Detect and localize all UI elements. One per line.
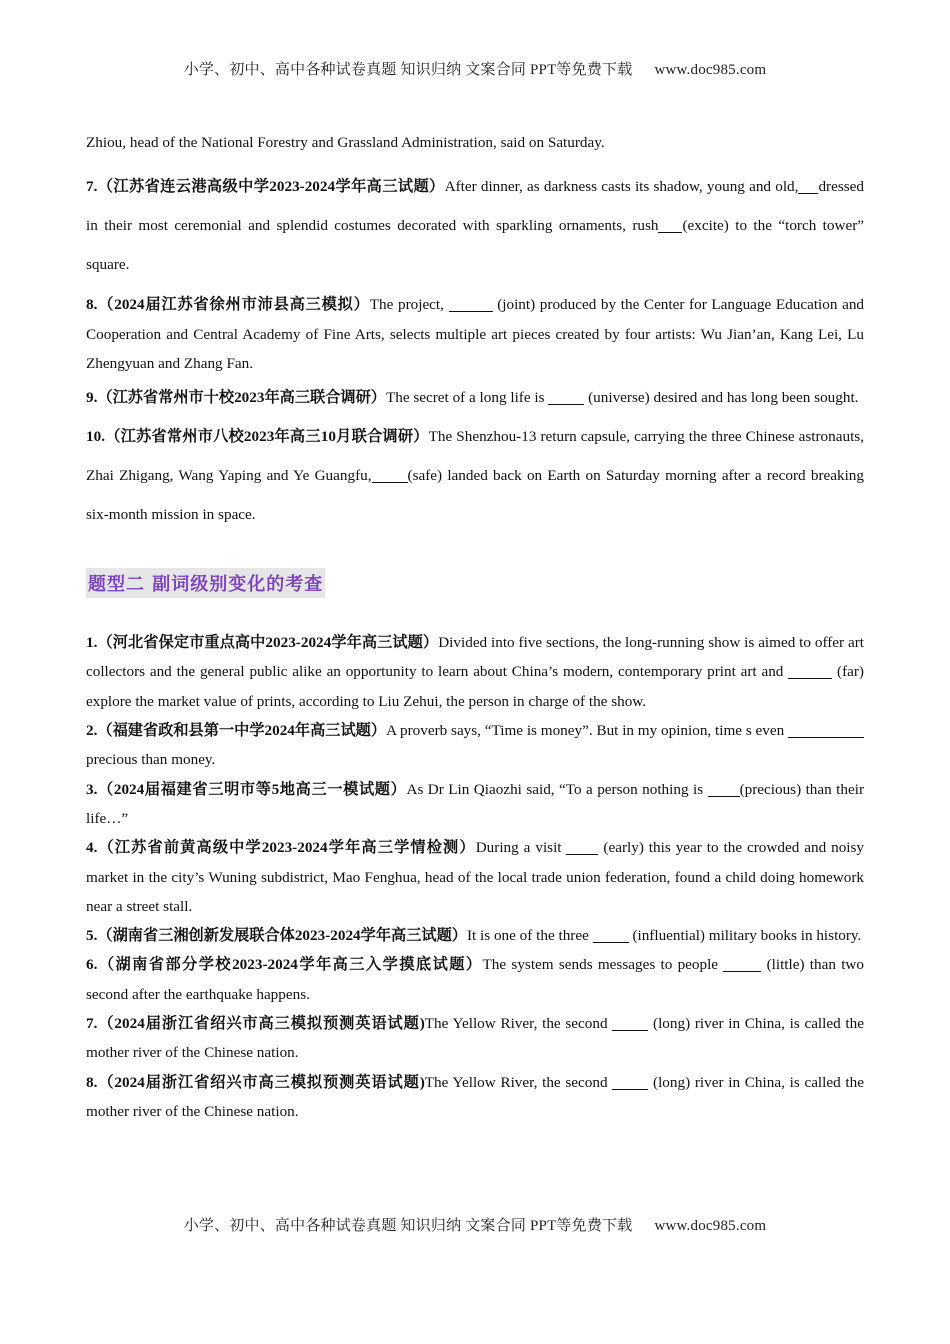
question-1 bbox=[86, 628, 864, 716]
question-source: （江苏省前黄高级中学2023-2024学年高三学情检测） bbox=[97, 839, 476, 857]
question-number: 7. bbox=[86, 1015, 98, 1033]
question-text: During a visit bbox=[475, 839, 567, 857]
answer-blank[interactable] bbox=[372, 467, 408, 483]
question-6 bbox=[86, 950, 864, 1009]
question-text: (precious) than their life…” bbox=[86, 780, 865, 827]
question-text: (far) explore the market value of prints, according to Liu Zehui, the person in charge of the show. bbox=[86, 663, 864, 710]
question-text: After dinner, as darkness casts its shadow, young and old, bbox=[444, 178, 799, 196]
answer-blank[interactable] bbox=[788, 722, 864, 738]
question-text: (safe) landed back on Earth on Saturday morning after a record breaking six-month mission in space. bbox=[86, 467, 864, 524]
question-text: The Yellow River, the second bbox=[424, 1015, 613, 1033]
question-number: 9. bbox=[86, 389, 98, 407]
answer-blank[interactable] bbox=[566, 839, 598, 855]
question-3 bbox=[86, 775, 864, 834]
question-number: 4. bbox=[86, 839, 98, 857]
question-number: 8. bbox=[86, 1073, 98, 1091]
footer-url[interactable]: www.doc985.com bbox=[654, 1218, 767, 1234]
answer-blank[interactable] bbox=[449, 296, 493, 312]
answer-blank[interactable] bbox=[798, 178, 818, 194]
question-text: As Dr Lin Qiaozhi said, “To a person nothing is bbox=[406, 780, 708, 798]
question-number: 10. bbox=[86, 428, 105, 446]
question-text: (influential) military books in history. bbox=[628, 927, 862, 945]
question-text: The secret of a long life is bbox=[385, 389, 549, 407]
header-url[interactable]: www.doc985.com bbox=[654, 62, 767, 78]
question-number: 8. bbox=[86, 296, 98, 314]
question-number: 2. bbox=[86, 722, 98, 740]
question-number: 6. bbox=[86, 956, 98, 974]
answer-blank[interactable] bbox=[612, 1015, 648, 1031]
page-footer bbox=[0, 1214, 950, 1235]
continued-paragraph: Zhiou, head of the National Forestry and Grassland Administration, said on Saturday. bbox=[86, 134, 605, 151]
question-10 bbox=[86, 417, 864, 534]
question-text: Divided into five sections, the long-running show is aimed to offer art collectors and the general public alike an opportunity to learn about China’s modern, contemporary print art and bbox=[86, 634, 865, 681]
footer-text: 小学、初中、高中各种试卷真题 知识归纳 文案合同 PPT等免费下载 bbox=[183, 1218, 633, 1234]
question-text: (universe) desired and has long been sought. bbox=[584, 389, 859, 407]
question-text: (excite) to the “torch tower” square. bbox=[86, 217, 864, 274]
question-text: The Yellow River, the second bbox=[424, 1073, 613, 1091]
question-source: （河北省保定市重点高中2023-2024学年高三试题） bbox=[97, 634, 439, 652]
question-source: （2024届浙江省绍兴市高三模拟预测英语试题) bbox=[97, 1073, 425, 1091]
question-text: (little) than two second after the earthquake happens. bbox=[86, 956, 864, 1003]
answer-blank[interactable] bbox=[723, 956, 761, 972]
question-text: The Shenzhou-13 return capsule, carrying the three Chinese astronauts, Zhai Zhigang, Wang Yaping and Ye Guangfu, bbox=[86, 428, 864, 485]
answer-blank[interactable] bbox=[593, 927, 629, 943]
question-text: It is one of the three bbox=[466, 927, 593, 945]
question-source: （江苏省连云港高级中学2023-2024学年高三试题） bbox=[97, 178, 445, 196]
question-text: (long) river in China, is called the mother river of the Chinese nation. bbox=[86, 1073, 864, 1120]
question-4 bbox=[86, 833, 864, 921]
question-2 bbox=[86, 716, 864, 775]
answer-blank[interactable] bbox=[788, 663, 832, 679]
answer-blank[interactable] bbox=[612, 1073, 648, 1089]
question-number: 7. bbox=[86, 178, 98, 196]
question-number: 5. bbox=[86, 927, 98, 945]
answer-blank[interactable] bbox=[658, 217, 682, 233]
question-source: （2024届浙江省绍兴市高三模拟预测英语试题) bbox=[97, 1015, 425, 1033]
document-body bbox=[86, 128, 864, 1126]
question-8 bbox=[86, 1068, 864, 1127]
question-text: A proverb says, “Time is money”. But in my opinion, time s even bbox=[386, 722, 789, 740]
question-7 bbox=[86, 1009, 864, 1068]
question-text: precious than money. bbox=[86, 751, 216, 769]
question-7 bbox=[86, 167, 864, 284]
section-title: 题型二 副词级别变化的考查 bbox=[86, 568, 325, 598]
answer-blank[interactable] bbox=[548, 389, 584, 405]
question-source: （2024届福建省三明市等5地高三一模试题） bbox=[97, 780, 407, 798]
question-source: （江苏省常州市十校2023年高三联合调研） bbox=[97, 389, 386, 407]
answer-blank[interactable] bbox=[708, 780, 740, 796]
question-text: dressed in their most ceremonial and splendid costumes decorated with sparkling ornaments, rush bbox=[86, 178, 864, 235]
question-source: （2024届江苏省徐州市沛县高三模拟） bbox=[97, 296, 370, 314]
question-5 bbox=[86, 921, 864, 950]
question-text: The system sends messages to people bbox=[482, 956, 724, 974]
question-text: (long) river in China, is called the mother river of the Chinese nation. bbox=[86, 1015, 864, 1062]
question-text: (early) this year to the crowded and noisy market in the city’s Wuning subdistrict, Mao Fenghua, head of the local trade union federation, found a child doing homework near a street stall. bbox=[86, 839, 865, 915]
question-source: （湖南省部分学校2023-2024学年高三入学摸底试题） bbox=[97, 956, 483, 974]
page-header bbox=[0, 58, 950, 79]
question-source: （湖南省三湘创新发展联合体2023-2024学年高三试题） bbox=[97, 927, 467, 945]
question-number: 1. bbox=[86, 634, 98, 652]
question-text: The project, bbox=[369, 296, 449, 314]
question-9 bbox=[86, 378, 864, 417]
question-source: （福建省政和县第一中学2024年高三试题） bbox=[97, 722, 387, 740]
question-8 bbox=[86, 290, 864, 378]
question-source: （江苏省常州市八校2023年高三10月联合调研） bbox=[104, 428, 429, 446]
question-text: (joint) produced by the Center for Language Education and Cooperation and Central Academy of Fine Arts, selects multiple art pieces created by four artists: Wu Jian’an, Kang Lei, Lu Zhengyuan and Zhang Fan. bbox=[86, 296, 865, 372]
question-number: 3. bbox=[86, 780, 98, 798]
header-text: 小学、初中、高中各种试卷真题 知识归纳 文案合同 PPT等免费下载 bbox=[183, 62, 633, 78]
